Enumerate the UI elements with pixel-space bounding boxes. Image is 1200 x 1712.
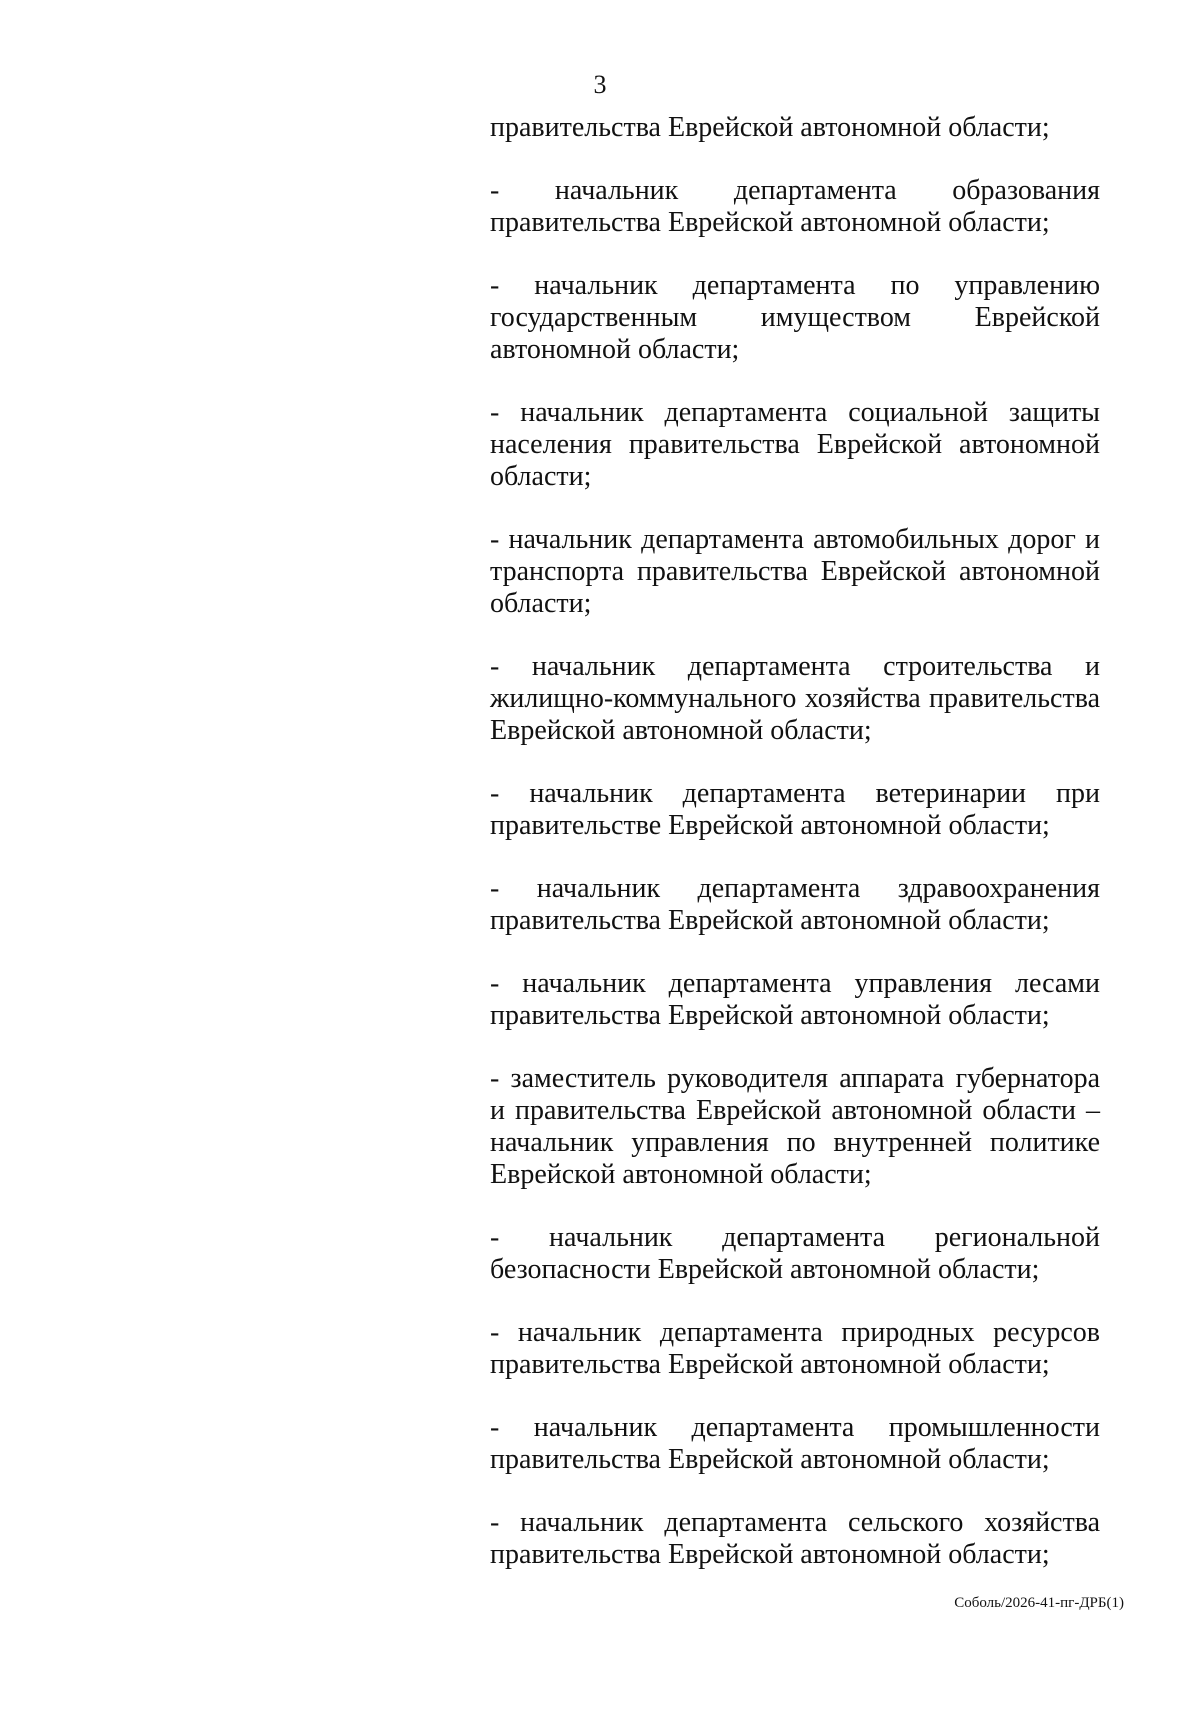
list-item: - начальник департамента строительства и жилищно-коммунального хозяйства правительства Еврейской автономной области; bbox=[490, 651, 1100, 746]
continuation-line: правительства Еврейской автономной области; bbox=[490, 112, 1050, 143]
list-item: - начальник департамента здравоохранения правительства Еврейской автономной области; bbox=[490, 873, 1100, 936]
page-number: 3 bbox=[593, 70, 607, 99]
list-item: - начальник департамента образования правительства Еврейской автономной области; bbox=[490, 175, 1100, 238]
list-item: - начальник департамента по управлению государственным имуществом Еврейской автономной области; bbox=[490, 270, 1100, 365]
list-item: - начальник департамента ветеринарии при правительстве Еврейской автономной области; bbox=[490, 778, 1100, 841]
list-item: - начальник департамента автомобильных дорог и транспорта правительства Еврейской автономной области; bbox=[490, 524, 1100, 619]
list-item: - заместитель руководителя аппарата губернатора и правительства Еврейской автономной области – начальник управления по внутренней политике Еврейской автономной области; bbox=[490, 1063, 1100, 1190]
list-item: - начальник департамента региональной безопасности Еврейской автономной области; bbox=[490, 1222, 1100, 1285]
document-body bbox=[490, 112, 1100, 1602]
list-item: - начальник департамента промышленности правительства Еврейской автономной области; bbox=[490, 1412, 1100, 1475]
list-item: - начальник департамента социальной защиты населения правительства Еврейской автономной области; bbox=[490, 397, 1100, 492]
list-item: - начальник департамента управления лесами правительства Еврейской автономной области; bbox=[490, 968, 1100, 1031]
list-item: - начальник департамента сельского хозяйства правительства Еврейской автономной области; bbox=[490, 1507, 1100, 1570]
document-code: Соболь/2026-41-пг-ДРБ(1) bbox=[954, 1595, 1124, 1611]
list-item: - начальник департамента природных ресурсов правительства Еврейской автономной области; bbox=[490, 1317, 1100, 1380]
